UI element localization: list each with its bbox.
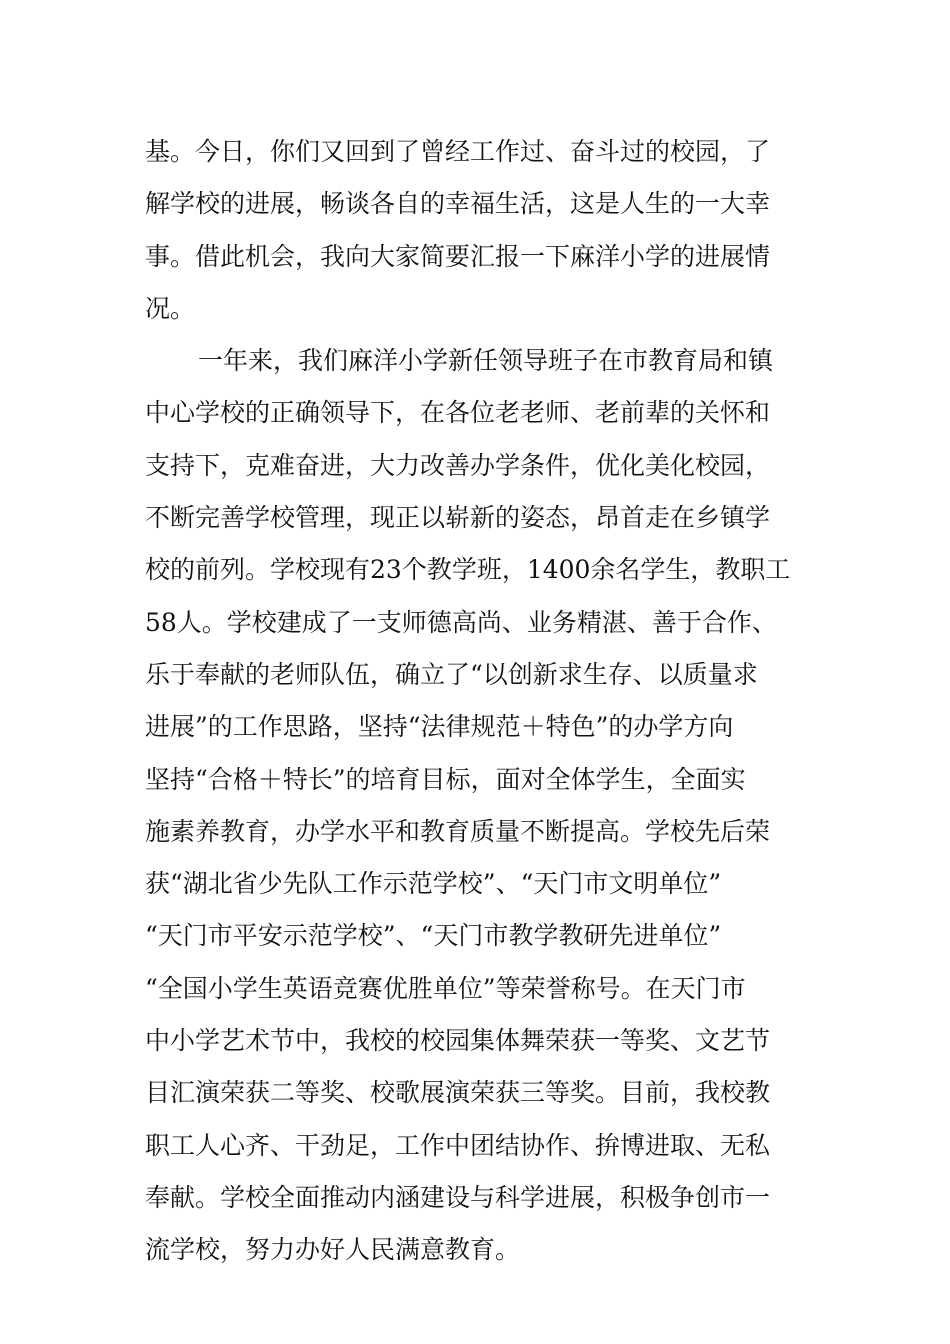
text-line: 获“湖北省少先队工作示范学校”、“天门市文明单位”	[145, 869, 722, 899]
text-line: 流学校，努力办好人民满意教育。	[145, 1235, 521, 1265]
text-line: 进展”的工作思路，坚持“法律规范＋特色”的办学方向	[145, 712, 734, 742]
paragraph-1	[145, 126, 815, 335]
text-line: 职工人心齐、干劲足，工作中团结协作、拚博进取、无私	[145, 1130, 771, 1160]
text-line: 施素养教育，办学水平和教育质量不断提高。学校先后荣	[145, 816, 771, 846]
text-line: 事。借此机会，我向大家简要汇报一下麻洋小学的进展情	[145, 241, 771, 271]
text-line: 校的前列。学校现有23个教学班，1400余名学生，教职工	[145, 555, 791, 585]
text-line: 一年来，我们麻洋小学新任领导班子在市教育局和镇	[198, 346, 774, 376]
text-line: 目汇演荣获二等奖、校歌展演荣获三等奖。目前，我校教	[145, 1078, 771, 1108]
text-line: 奉献。学校全面推动内涵建设与科学进展，积极争创市一	[145, 1182, 771, 1212]
text-line: 况。	[145, 293, 196, 323]
text-line: 中心学校的正确领导下，在各位老老师、老前辈的关怀和	[145, 398, 771, 428]
text-line: 解学校的进展，畅谈各自的幸福生活，这是人生的一大幸	[145, 189, 771, 219]
text-line: 乐于奉献的老师队伍，确立了“以创新求生存、以质量求	[145, 659, 758, 689]
text-line: 坚持“合格＋特长”的培育目标，面对全体学生，全面实	[145, 764, 746, 794]
text-line: 基。今日，你们又回到了曾经工作过、奋斗过的校园，了	[145, 137, 771, 166]
paragraph-2	[145, 335, 815, 1276]
text-line: “天门市平安示范学校”、“天门市教学教研先进单位”	[145, 921, 722, 951]
text-line: 支持下，克难奋进，大力改善办学条件，优化美化校园，	[145, 450, 771, 480]
text-line: “全国小学生英语竞赛优胜单位”等荣誉称号。在天门市	[145, 973, 746, 1003]
text-line: 中小学艺术节中，我校的校园集体舞荣获一等奖、文艺节	[145, 1026, 771, 1056]
body-text	[145, 126, 815, 1277]
text-line: 58人。学校建成了一支师德高尚、业务精湛、善于合作、	[145, 607, 777, 637]
text-line: 不断完善学校管理，现正以崭新的姿态，昂首走在乡镇学	[145, 503, 771, 533]
